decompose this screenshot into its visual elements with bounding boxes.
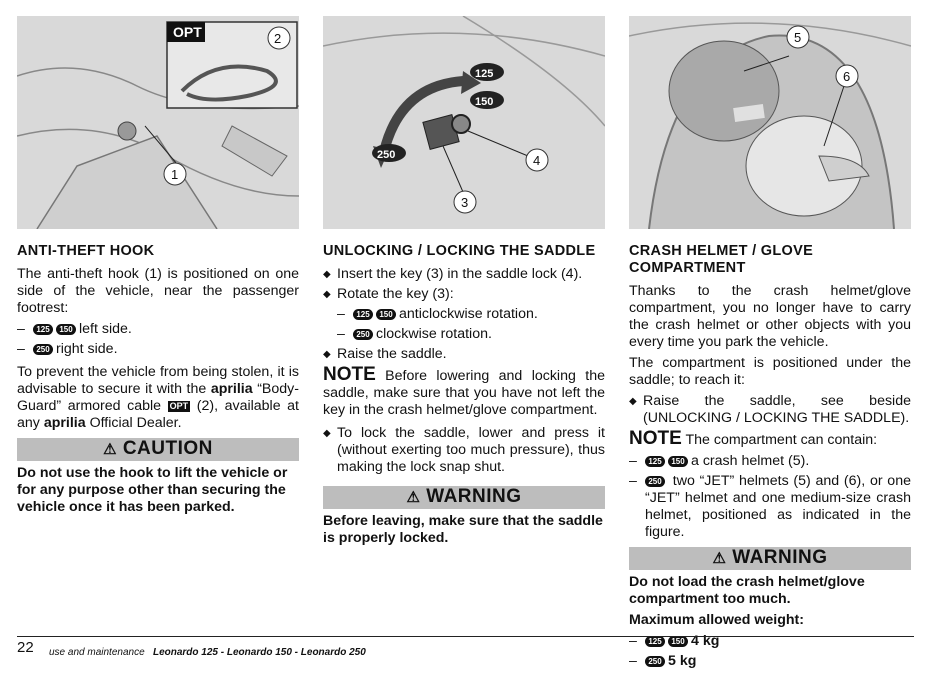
list-item: – 250 right side. <box>17 341 118 357</box>
list-item: – 125 150 left side. <box>17 321 132 337</box>
list-text: two “JET” helmets (5) and (6), or one “JET” helmet and one medium-size crash helmet, positioned as indicated in the figure. <box>645 473 911 540</box>
helmet-compartment-illustration <box>629 16 911 229</box>
weight-item: – 250 5 kg <box>629 653 697 669</box>
caution-banner: ⚠ CAUTION <box>17 438 299 461</box>
max-weight-label: Maximum allowed weight: <box>629 612 805 628</box>
page-number: 22 <box>17 639 34 656</box>
bullet-item: ◆ Insert the key (3) in the saddle lock (4). <box>323 266 583 282</box>
warning-triangle-icon: ⚠ <box>712 550 727 567</box>
weight-value: 5 kg <box>668 653 697 669</box>
bullet-item: ◆ To lock the saddle, lower and press it (without exerting too much pressure), thus making the lock snap shut. <box>323 425 605 475</box>
model-badge: 150 <box>668 456 688 467</box>
model-badge: 125 <box>645 456 665 467</box>
model-badge: 150 <box>668 636 688 647</box>
list-item: – 250 clockwise rotation. <box>337 326 492 342</box>
model-badge: 150 <box>56 324 76 335</box>
bullet-item: ◆ Raise the saddle, see beside (UNLOCKING / LOCKING THE SADDLE). <box>629 393 911 426</box>
list-item: – 125 150 anticlockwise rotation. <box>337 306 538 322</box>
list-text: a crash helmet (5). <box>691 453 810 469</box>
model-badge: 250 <box>33 344 53 355</box>
footer-text: use and maintenance Leonardo 125 - Leonardo 150 - Leonardo 250 <box>49 647 366 658</box>
list-item: – 250 two “JET” helmets (5) and (6), or one “JET” helmet and one medium-size crash helmet, positioned as indicated in the figure. <box>629 473 911 540</box>
model-badge: 250 <box>353 329 373 340</box>
list-text: left side. <box>79 321 132 337</box>
list-text: anticlockwise rotation. <box>399 306 538 322</box>
paragraph: The anti-theft hook (1) is positioned on one side of the vehicle, near the passenger footrest: <box>17 266 299 316</box>
opt-label: OPT <box>173 24 202 40</box>
warning-triangle-icon: ⚠ <box>103 441 118 458</box>
model-badge: 250 <box>645 656 665 667</box>
column-helmet <box>629 16 911 673</box>
warning-banner: ⚠ WARNING <box>323 486 605 509</box>
bullet-item: ◆ Rotate the key (3): <box>323 286 454 302</box>
bullet-item: ◆ Raise the saddle. <box>323 346 447 362</box>
callout-2: 2 <box>274 31 282 46</box>
warning-text: Before leaving, make sure that the saddle is properly locked. <box>323 513 603 546</box>
model-badge: 125 <box>645 636 665 647</box>
anti-theft-illustration <box>17 16 299 229</box>
warning-text: Do not load the crash helmet/glove compartment too much. <box>629 574 865 607</box>
model-badge: 125 <box>353 309 373 320</box>
callout-1: 1 <box>171 167 179 182</box>
opt-badge: OPT <box>169 400 189 411</box>
paragraph: To prevent the vehicle from being stolen, it is advisable to secure it with the aprilia “Body-Guard” armored cable OPT (2), available at any aprilia Official Dealer. <box>17 364 299 431</box>
section-heading: UNLOCKING / LOCKING THE SADDLE <box>323 243 596 259</box>
weight-value: 4 kg <box>691 633 720 649</box>
callout-150: 150 <box>475 96 494 108</box>
model-badge: 150 <box>376 309 396 320</box>
list-text: right side. <box>56 341 118 357</box>
weight-item: – 125 150 4 kg <box>629 633 720 649</box>
column-anti-theft <box>17 16 299 520</box>
callout-3: 3 <box>461 195 469 210</box>
callout-125: 125 <box>475 68 494 80</box>
warning-banner: ⚠ WARNING <box>629 547 911 570</box>
warning-triangle-icon: ⚠ <box>406 489 421 506</box>
callout-6: 6 <box>843 69 851 84</box>
list-text: clockwise rotation. <box>376 326 492 342</box>
helmet-compartment-figure <box>629 16 911 229</box>
paragraph: Thanks to the crash helmet/glove compartment, you no longer have to carry the crash helmet or other objects with you every time you park the vehicle. <box>629 283 911 350</box>
model-badge: 250 <box>645 476 665 487</box>
model-badge: 125 <box>33 324 53 335</box>
anti-theft-hook-figure <box>17 16 299 229</box>
brand-name: aprilia <box>43 415 86 431</box>
note-paragraph: NOTE Before lowering and locking the saddle, make sure that you have not left the key in the crash helmet/glove compartment. <box>323 364 605 418</box>
callout-4: 4 <box>533 153 541 168</box>
section-heading: ANTI-THEFT HOOK <box>17 243 155 259</box>
section-heading: CRASH HELMET / GLOVE COMPARTMENT <box>629 243 814 276</box>
paragraph: The compartment is positioned under the saddle; to reach it: <box>629 355 911 388</box>
column-saddle <box>323 16 605 551</box>
brand-name: aprilia <box>210 381 253 397</box>
callout-250: 250 <box>377 149 396 161</box>
caution-text: Do not use the hook to lift the vehicle or for any purpose other than securing the vehicle once it has been parked. <box>17 465 288 515</box>
saddle-lock-figure <box>323 16 605 229</box>
list-item: – 125 150 a crash helmet (5). <box>629 453 810 469</box>
callout-5: 5 <box>794 30 802 45</box>
note-paragraph: NOTE The compartment can contain: <box>629 428 878 449</box>
